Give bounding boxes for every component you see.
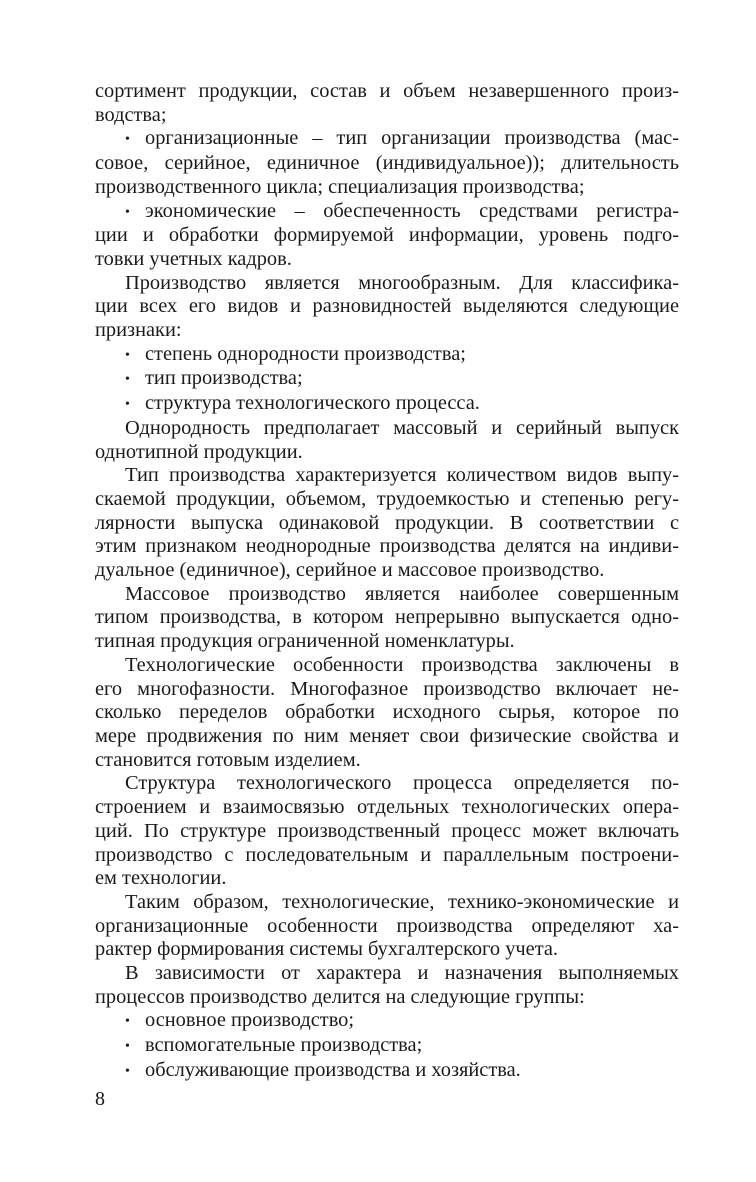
bullet-line — [95, 392, 679, 417]
text-line: Технологические особенности производства заключены в — [125, 653, 679, 676]
paragraph — [95, 654, 679, 773]
text-line: типная продукция ограниченной номенклатуры. — [95, 630, 515, 653]
text-line: организационные особенности производства определяют ха- — [95, 914, 679, 937]
bullet-line — [95, 343, 679, 368]
text-line: производственного цикла; специализация производства; — [95, 175, 585, 198]
text-line: скаемой продукции, объемом, трудоемкостью и степенью регу- — [95, 487, 679, 510]
paragraph — [95, 80, 679, 127]
bullet-icon: • — [125, 1014, 130, 1030]
bullet-icon: • — [125, 347, 130, 363]
bullet-line — [95, 1034, 679, 1059]
text: основное производство; — [145, 1009, 355, 1032]
text-line: Таким образом, технологические, технико-экономические и — [125, 890, 679, 913]
bullet-icon: • — [125, 1039, 130, 1055]
text-line: ции и обработки формируемой информации, уровень подго- — [95, 224, 679, 247]
bullet-list — [95, 1009, 679, 1083]
text-line: дуальное (единичное), серийное и массовое производство. — [95, 559, 605, 582]
bullet-icon: • — [125, 372, 130, 388]
bullet-line — [95, 127, 679, 152]
page-number: 8 — [95, 1088, 105, 1110]
text-line: становится готовым изделием. — [95, 748, 361, 771]
bullet-line — [95, 1059, 679, 1084]
text-line: мере продвижения по ним меняет свои физические свойства и — [95, 724, 679, 747]
page-body — [95, 80, 679, 1084]
text-line: производство с последовательным и параллельным построени- — [95, 843, 679, 866]
paragraph — [95, 417, 679, 464]
text-line: строением и взаимосвязью отдельных технологических опера- — [95, 796, 679, 819]
text-line: признаки: — [95, 319, 182, 342]
list-item — [95, 200, 679, 272]
text: обслуживающие производства и хозяйства. — [145, 1058, 521, 1081]
paragraph — [95, 772, 679, 891]
text-line: однотипной продукции. — [95, 440, 303, 463]
paragraph — [95, 464, 679, 583]
text-line: водства; — [95, 103, 167, 126]
paragraph — [95, 891, 679, 962]
text: структура технологического процесса. — [145, 392, 480, 415]
bullet-icon: • — [125, 204, 130, 220]
text: организационные – тип организации производства (мас- — [145, 127, 679, 150]
text-line: Производство является многообразным. Для классифика- — [125, 271, 679, 294]
bullet-line — [95, 200, 679, 225]
text-line: ем технологии. — [95, 867, 227, 890]
text: вспомогательные производства; — [145, 1034, 423, 1057]
text-line: рактер формирования системы бухгалтерского учета. — [95, 938, 559, 961]
text-line: В зависимости от характера и назначения выполняемых — [125, 962, 679, 985]
text-line: ции всех его видов и разновидностей выделяются следующие — [95, 295, 679, 318]
text-line: Массовое производство является наиболее совершенным — [125, 582, 679, 605]
text-line: этим признаком неоднородные производства делятся на индиви- — [95, 535, 679, 558]
bullet-list — [95, 343, 679, 417]
text-line: сортимент продукции, состав и объем незавершенного произ- — [95, 80, 679, 102]
text-line: процессов производство делится на следующие группы: — [95, 985, 585, 1008]
text: тип производства; — [145, 367, 303, 390]
text-line: Тип производства характеризуется количеством видов выпу- — [125, 464, 679, 487]
text: экономические – обеспеченность средствами регистра- — [145, 199, 679, 222]
text-line: сколько переделов обработки исходного сырья, которое по — [95, 701, 679, 724]
bullet-line — [95, 1009, 679, 1034]
bullet-icon: • — [125, 397, 130, 413]
text: степень однородности производства; — [145, 342, 466, 365]
text-line: Однородность предполагает массовый и серийный выпуск — [125, 416, 679, 439]
text-line: его многофазности. Многофазное производство включает не- — [95, 677, 679, 700]
bullet-icon: • — [125, 1063, 130, 1079]
paragraph — [95, 962, 679, 1009]
text-line: товки учетных кадров. — [95, 247, 292, 270]
paragraph — [95, 583, 679, 654]
paragraph — [95, 272, 679, 343]
text-line: ций. По структуре производственный процесс может включать — [95, 819, 679, 842]
text-line: лярности выпуска одинаковой продукции. В соответствии с — [95, 511, 679, 534]
bullet-icon: • — [125, 132, 130, 148]
text-line: Структура технологического процесса определяется по- — [125, 772, 679, 795]
bullet-line — [95, 367, 679, 392]
list-item — [95, 127, 679, 199]
text-line: совое, серийное, единичное (индивидуальное)); длительность — [95, 152, 679, 175]
text-line: типом производства, в котором непрерывно выпускается одно- — [95, 606, 679, 629]
